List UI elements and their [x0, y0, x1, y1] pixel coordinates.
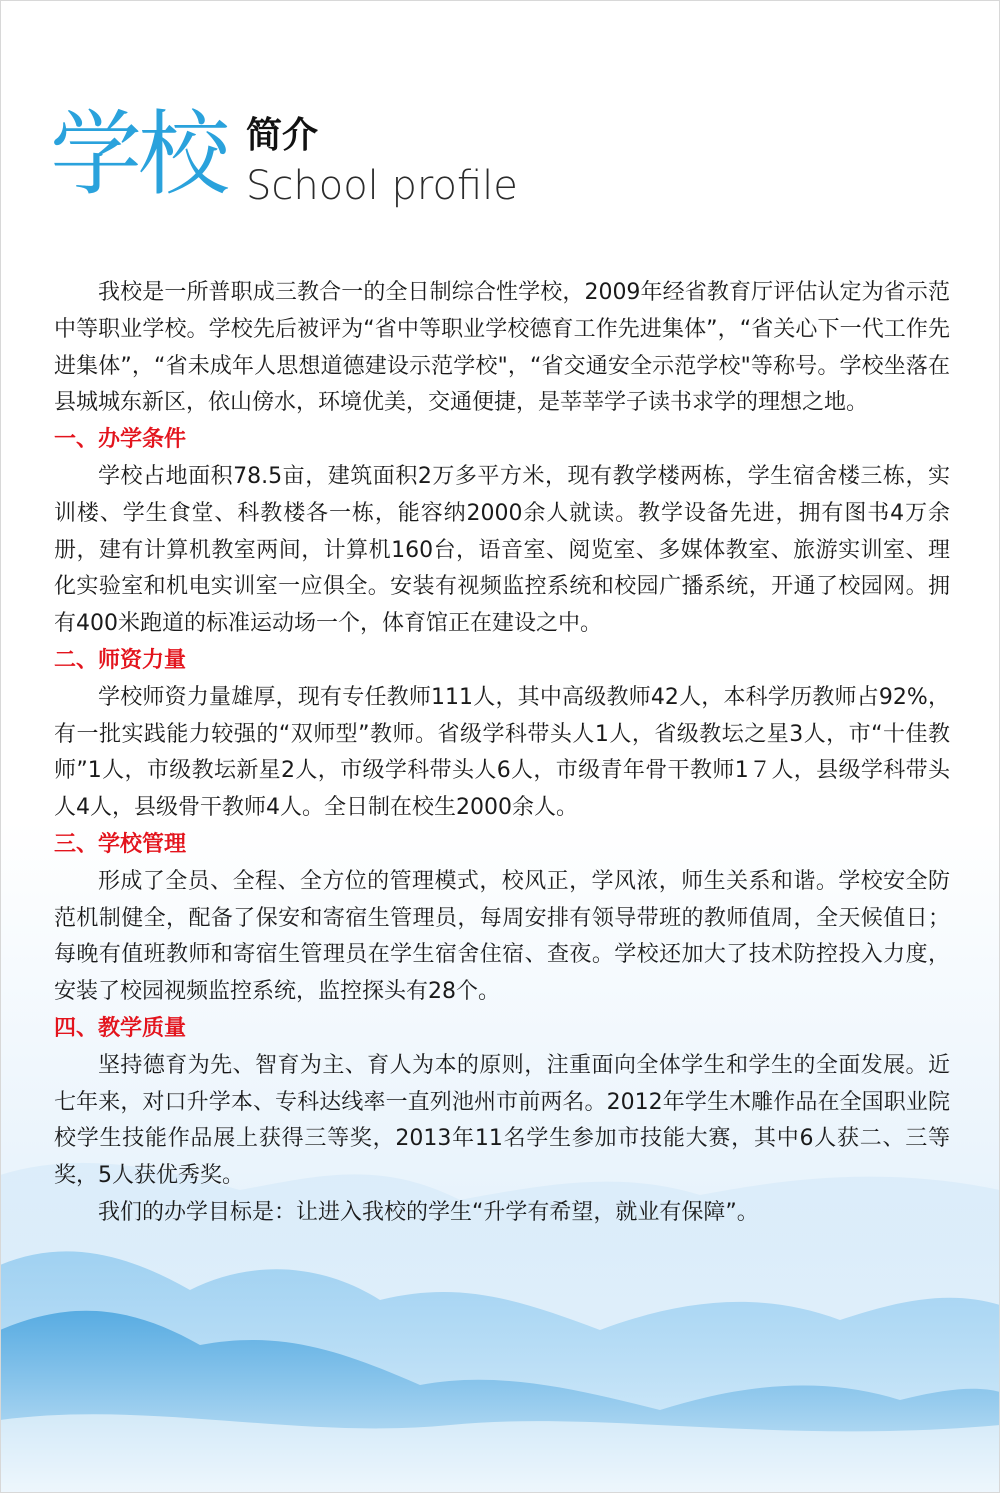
section-text-quality: 坚持德育为先、智育为主、育人为本的原则，注重面向全体学生和学生的全面发展。近七年来，对口升学本、专科达线率一直列池州市前两名。2012年学生木雕作品在全国职业院校学生技能作品展上获得三等奖，2013年11名学生参加市技能大赛，其中6人获二、三等奖，5人获优秀奖。 — [54, 1052, 950, 1189]
section-heading-faculty: 二、师资力量 — [54, 647, 187, 673]
section-heading-conditions: 一、办学条件 — [54, 427, 187, 453]
intro-paragraph: 我校是一所普职成三教合一的全日制综合性学校，2009年经省教育厅评估认定为省示范中等职业学校。学校先后被评为“省中等职业学校德育工作先进集体”，“省关心下一代工作先进集体”，“省未成年人思想道德建设示范学校"，“省交通安全示范学校"等称号。学校坐落在县城城东新区，依山傍水，环境优美，交通便捷，是莘莘学子读书求学的理想之地。 — [54, 280, 950, 416]
article-body — [54, 275, 950, 1232]
section-text-management: 形成了全员、全程、全方位的管理模式，校风正，学风浓，师生关系和谐。学校安全防范机制健全，配备了保安和寄宿生管理员，每周安排有领导带班的教师值周，全天候值日；每晚有值班教师和寄宿生管理员在学生宿舍住宿、查夜。学校还加大了技术防控投入力度，安装了校园视频监控系统，监控探头有28个。 — [54, 868, 950, 1005]
page-title-main: 学校 — [50, 101, 227, 208]
section-text-conditions: 学校占地面积78.5亩，建筑面积2万多平方米，现有教学楼两栋，学生宿舍楼三栋，实训楼、学生食堂、科教楼各一栋，能容纳2000余人就读。教学设备先进，拥有图书4万余册，建有计算机教室两间，计算机160台，语音室、阅览室、多媒体教室、旅游实训室、理化实验室和机电实训室一应俱全。安装有视频监控系统和校园广播系统，开通了校园网。拥有400米跑道的标准运动场一个，体育馆正在建设之中。 — [54, 463, 950, 637]
page-title-sub: 简介 — [246, 114, 319, 156]
section-heading-quality: 四、教学质量 — [54, 1015, 187, 1041]
section-text-faculty: 学校师资力量雄厚，现有专任教师111人，其中高级教师42人，本科学历教师占92%，有一批实践能力较强的“双师型”教师。省级学科带头人1人，省级教坛之星3人，市“十佳教师”1人，市级教坛新星2人，市级学科带头人6人，市级青年骨干教师1７人，县级学科带头人4人，县级骨干教师4人。全日制在校生2000余人。 — [54, 684, 950, 821]
closing-paragraph: 我们的办学目标是：让进入我校的学生“升学有希望，就业有保障”。 — [98, 1199, 759, 1225]
section-heading-management: 三、学校管理 — [54, 831, 187, 857]
page-title-english: School profile — [246, 163, 518, 209]
